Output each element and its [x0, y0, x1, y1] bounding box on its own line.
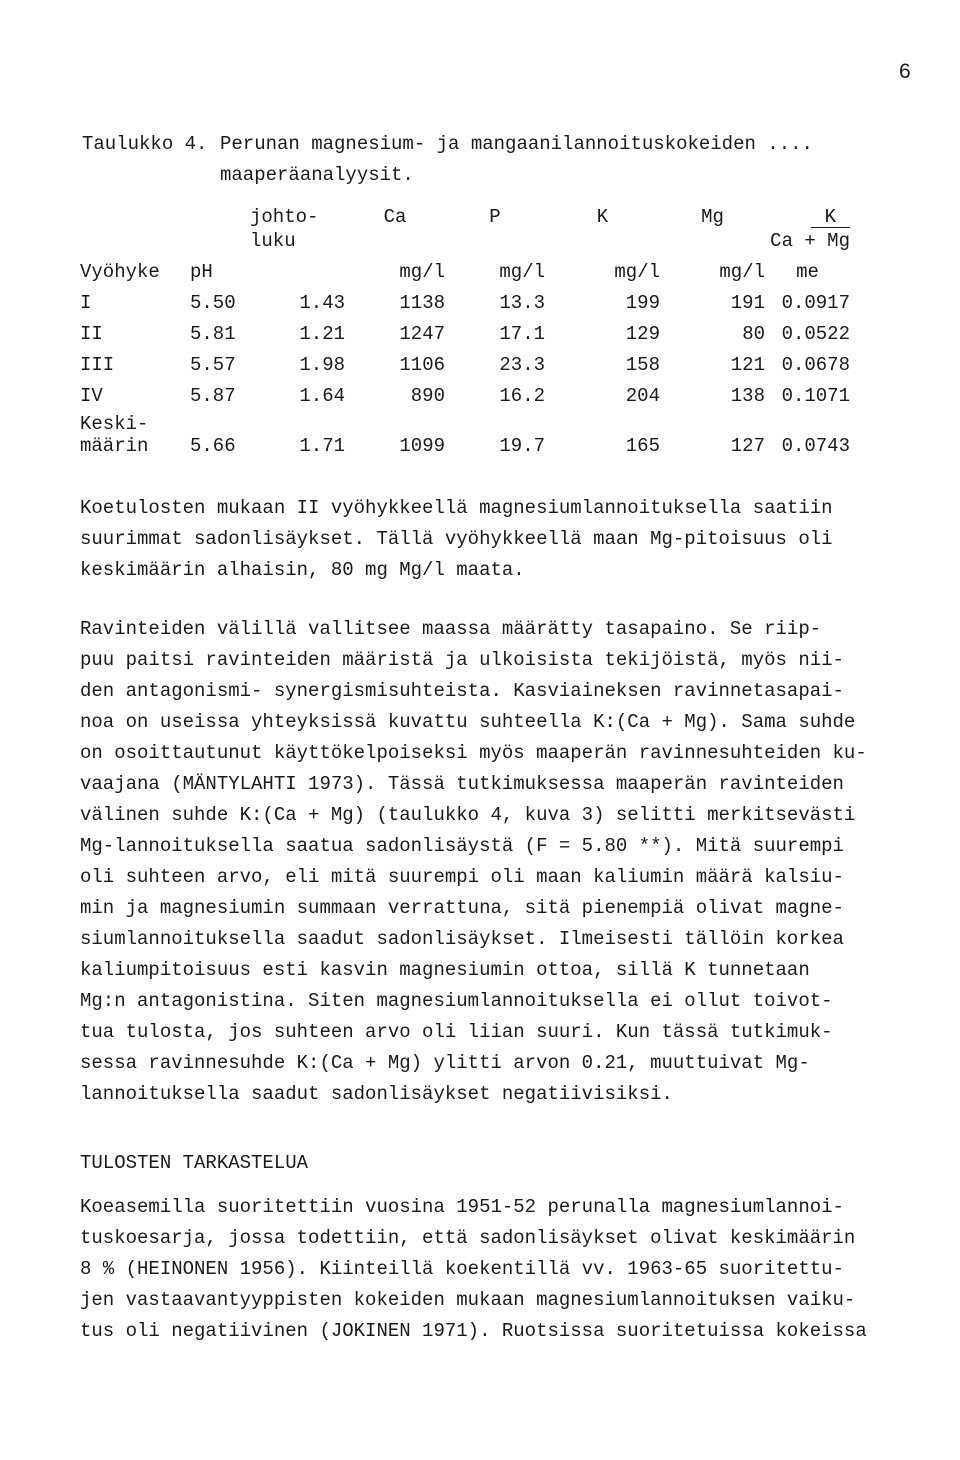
- text-line: lannoituksella saadut sadonlisäykset negatiivisiksi.: [80, 1083, 673, 1105]
- text-line: den antagonismi- synergismisuhteista. Kasviaineksen ravinnetasapai-: [80, 680, 844, 702]
- page-number: 6: [899, 60, 911, 83]
- header-k: K: [596, 206, 609, 228]
- table-units-row: [80, 252, 850, 283]
- text-line: Koeasemilla suoritettiin vuosina 1951-52 perunalla magnesiumlannoi-: [80, 1196, 844, 1218]
- table-cell: 158: [625, 354, 660, 376]
- table-cell: 5.50: [190, 292, 236, 314]
- table-cell: 0.0743: [781, 435, 850, 457]
- header-ph: pH: [190, 261, 213, 283]
- text-line: tus oli negatiivinen (JOKINEN 1971). Ruotsissa suoritetuissa kokeissa: [80, 1320, 867, 1342]
- text-line: jen vastaavantyyppisten kokeiden mukaan magnesiumlannoituksen vaiku-: [80, 1289, 856, 1311]
- table-cell: 1.64: [299, 385, 345, 407]
- table-cell: 1.43: [299, 292, 345, 314]
- text-line: keskimäärin alhaisin, 80 mg Mg/l maata.: [80, 559, 525, 581]
- table-caption-line: Perunan magnesium- ja mangaanilannoituskokeiden ....: [220, 133, 813, 155]
- table-cell: 80: [742, 323, 765, 345]
- table-cell: 5.81: [190, 323, 236, 345]
- table-cell: 121: [730, 354, 765, 376]
- header-p: P: [489, 206, 501, 228]
- paragraph-results: [80, 493, 940, 586]
- text-line: noa on useissa yhteyksissä kuvattu suhteella K:(Ca + Mg). Sama suhde: [80, 711, 856, 733]
- table-caption-label: Taulukko 4.: [82, 133, 208, 155]
- section-heading: TULOSTEN TARKASTELUA: [80, 1152, 309, 1174]
- table-caption-line: maaperäanalyysit.: [220, 164, 414, 186]
- text-line: välinen suhde K:(Ca + Mg) (taulukko 4, kuva 3) selitti merkitsevästi: [80, 804, 856, 826]
- text-line: Koetulosten mukaan II vyöhykkeellä magnesiumlannoituksella saatiin: [80, 497, 833, 519]
- unit-k: mg/l: [614, 261, 660, 283]
- table-cell: III: [80, 354, 115, 376]
- table-cell: 1.98: [299, 354, 345, 376]
- table-cell: 199: [625, 292, 660, 314]
- header-ratio-numerator: K: [765, 200, 850, 228]
- table-cell: 129: [625, 323, 660, 345]
- table-cell: 13.3: [499, 292, 545, 314]
- table-row: [80, 283, 850, 314]
- table-cell: 890: [410, 385, 445, 407]
- header-zone: Vyöhyke: [80, 261, 160, 283]
- text-line: min ja magnesiumin summaan verrattuna, sitä pienempiä olivat magne-: [80, 897, 844, 919]
- header-ratio-denominator: Ca + Mg: [770, 230, 850, 252]
- table-cell: 23.3: [499, 354, 545, 376]
- table-cell: I: [80, 292, 92, 314]
- text-line: 8 % (HEINONEN 1956). Kiinteillä koekentillä vv. 1963-65 suoritettu-: [80, 1258, 844, 1280]
- table-cell: II: [80, 323, 103, 345]
- text-line: tuskoesarja, jossa todettiin, että sadonlisäykset olivat keskimäärin: [80, 1227, 856, 1249]
- table-cell: 1099: [399, 435, 445, 457]
- header-ca: Ca: [383, 206, 407, 228]
- table-row: [80, 314, 850, 345]
- table-cell: 5.66: [190, 435, 236, 457]
- paragraph-discussion: [80, 1192, 940, 1347]
- text-line: vaajana (MÄNTYLAHTI 1973). Tässä tutkimuksessa maaperän ravinteiden: [80, 773, 844, 795]
- table-cell: IV: [80, 385, 103, 407]
- table-cell: 5.57: [190, 354, 236, 376]
- table-cell: 1.21: [299, 323, 345, 345]
- text-line: suurimmat sadonlisäykset. Tällä vyöhykkeellä maan Mg-pitoisuus oli: [80, 528, 833, 550]
- text-line: Ravinteiden välillä vallitsee maassa määrätty tasapaino. Se riip-: [80, 618, 822, 640]
- table-cell: 16.2: [499, 385, 545, 407]
- text-line: oli suhteen arvo, eli mitä suurempi oli maan kaliumin määrä kalsiu-: [80, 866, 844, 888]
- table-cell: 17.1: [499, 323, 545, 345]
- table-cell: 165: [625, 435, 660, 457]
- table-cell: 0.0917: [781, 292, 850, 314]
- header-johtoluku-cont: luku: [250, 230, 296, 252]
- table-cell: 1247: [399, 323, 445, 345]
- text-line: sessa ravinnesuhde K:(Ca + Mg) ylitti arvon 0.21, muuttuivat Mg-: [80, 1052, 810, 1074]
- text-line: Mg-lannoituksella saatua sadonlisäystä (F = 5.80 **). Mitä suurempi: [80, 835, 844, 857]
- table-mean-row: [80, 407, 850, 457]
- soil-analysis-table: [80, 200, 850, 457]
- table-cell: 19.7: [499, 435, 545, 457]
- unit-p: mg/l: [499, 261, 545, 283]
- table-cell: 138: [730, 385, 765, 407]
- table-cell: 191: [730, 292, 765, 314]
- mean-row-label: Keski- määrin: [80, 413, 149, 457]
- table-cell: 1138: [399, 292, 445, 314]
- paragraph-nutrient-balance: [80, 614, 940, 1110]
- table-header-row: [80, 200, 850, 228]
- table-cell: 5.87: [190, 385, 236, 407]
- table-cell: 0.0678: [781, 354, 850, 376]
- text-line: kaliumpitoisuus esti kasvin magnesiumin ottoa, sillä K tunnetaan: [80, 959, 810, 981]
- table-cell: 1.71: [299, 435, 345, 457]
- text-line: Mg:n antagonistina. Siten magnesiumlannoituksella ei ollut toivot-: [80, 990, 833, 1012]
- unit-ca: mg/l: [399, 261, 445, 283]
- text-line: on osoittautunut käyttökelpoiseksi myös maaperän ravinnesuhteiden ku-: [80, 742, 867, 764]
- table-cell: 0.0522: [781, 323, 850, 345]
- unit-mg: mg/l: [719, 261, 765, 283]
- header-johtoluku: johto-: [250, 206, 319, 228]
- table-cell: 0.1071: [781, 385, 850, 407]
- table-header-row: [80, 228, 850, 252]
- text-line: puu paitsi ravinteiden määristä ja ulkoisista tekijöistä, myös nii-: [80, 649, 844, 671]
- table-row: [80, 345, 850, 376]
- text-line: tua tulosta, jos suhteen arvo oli liian suuri. Kun tässä tutkimuk-: [80, 1021, 833, 1043]
- table-row: [80, 376, 850, 407]
- unit-ratio: me: [796, 261, 819, 283]
- table-cell: 1106: [399, 354, 445, 376]
- text-line: siumlannoituksella saadut sadonlisäykset. Ilmeisesti tällöin korkea: [80, 928, 844, 950]
- table-cell: 204: [625, 385, 660, 407]
- table-cell: 127: [730, 435, 765, 457]
- header-mg: Mg: [701, 206, 724, 228]
